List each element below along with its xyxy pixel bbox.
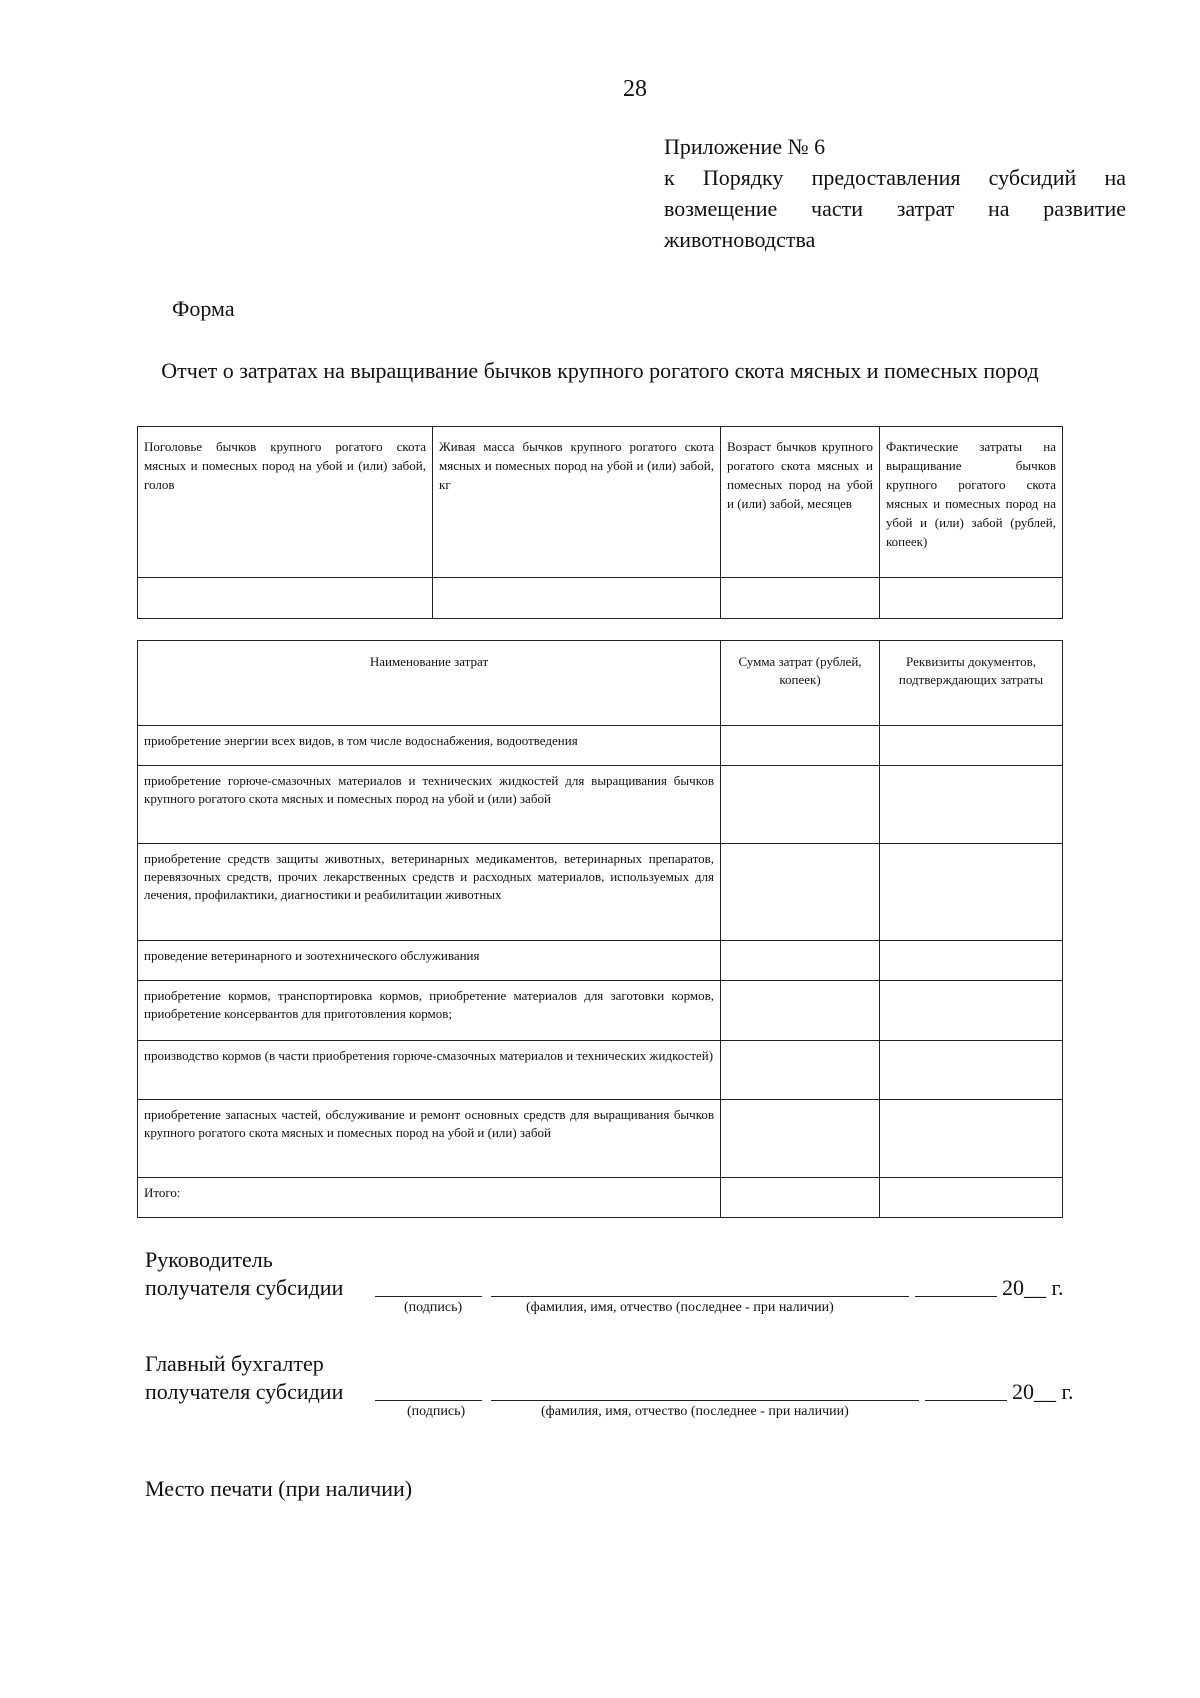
document-cell[interactable] xyxy=(880,726,1063,766)
table-row xyxy=(138,844,1063,941)
input-cell-actual-costs[interactable] xyxy=(880,578,1063,619)
total-document-cell[interactable] xyxy=(880,1178,1063,1218)
table-row xyxy=(138,1041,1063,1100)
report-title: Отчет о затратах на выращивание бычков крупного рогатого скота мясных и помесных пород xyxy=(161,358,1039,383)
stamp-place-label: Место печати (при наличии) xyxy=(145,1476,413,1501)
cost-sum-cell[interactable] xyxy=(721,766,880,844)
total-sum-cell[interactable] xyxy=(721,1178,880,1218)
head-caption-name: (фамилия, имя, отчество (последнее - при наличии) xyxy=(526,1300,834,1315)
cost-name-cell: приобретение запасных частей, обслуживание и ремонт основных средств для выращивания бычков крупного рогатого скота мясных и помесных пород на убой и (или) забой xyxy=(138,1100,721,1178)
header-cell-documents: Реквизиты документов, подтверждающих затраты xyxy=(880,641,1063,726)
header-cell-cost-sum: Сумма затрат (рублей, копеек) xyxy=(721,641,880,726)
document-cell[interactable] xyxy=(880,766,1063,844)
document-cell[interactable] xyxy=(880,844,1063,941)
header-cell-age: Возраст бычков крупного рогатого скота мясных и помесных пород на убой и (или) забой, месяцев xyxy=(721,427,880,578)
table-row xyxy=(138,726,1063,766)
cost-sum-cell[interactable] xyxy=(721,844,880,941)
appendix-header xyxy=(664,131,1126,255)
table-row xyxy=(138,766,1063,844)
form-label: Форма xyxy=(172,296,235,321)
cost-sum-cell[interactable] xyxy=(721,726,880,766)
page-number: 28 xyxy=(623,76,647,102)
cost-name-cell: производство кормов (в части приобретения горюче-смазочных материалов и технических жидкостей) xyxy=(138,1041,721,1100)
appendix-line-3: возмещение части затрат на развитие xyxy=(664,196,1126,221)
header-cell-cost-name: Наименование затрат xyxy=(138,641,721,726)
cost-sum-cell[interactable] xyxy=(721,1041,880,1100)
cost-name-cell: приобретение средств защиты животных, ветеринарных медикаментов, ветеринарных препаратов, перевязочных средств, прочих лекарственных средств и расходных материалов, используемых для лечения, профилактики, диагностики и реабилитации животных xyxy=(138,844,721,941)
appendix-title: Приложение № 6 xyxy=(664,134,826,159)
document-cell[interactable] xyxy=(880,941,1063,981)
accountant-caption-name: (фамилия, имя, отчество (последнее - при наличии) xyxy=(541,1404,849,1419)
cost-name-cell: приобретение кормов, транспортировка кормов, приобретение материалов для заготовки кормов, приобретение консервантов для приготовления кормов; xyxy=(138,981,721,1041)
header-cell-live-weight: Живая масса бычков крупного рогатого скота мясных и помесных пород на убой и (или) забой, кг xyxy=(433,427,721,578)
header-cell-actual-costs: Фактические затраты на выращивание бычков крупного рогатого скота мясных и помесных пород на убой и (или) забой (рублей, копеек) xyxy=(880,427,1063,578)
head-date-line[interactable] xyxy=(915,1296,997,1297)
document-cell[interactable] xyxy=(880,1100,1063,1178)
document-cell[interactable] xyxy=(880,981,1063,1041)
cost-sum-cell[interactable] xyxy=(721,941,880,981)
accountant-title-line1: Главный бухгалтер xyxy=(145,1351,324,1376)
accountant-title-line2: получателя субсидии xyxy=(145,1379,344,1404)
head-title-line2: получателя субсидии xyxy=(145,1275,344,1300)
cost-name-cell: проведение ветеринарного и зоотехнического обслуживания xyxy=(138,941,721,981)
accountant-date-line[interactable] xyxy=(925,1400,1007,1401)
costs-table xyxy=(137,640,1063,1218)
appendix-line-2: к Порядку предоставления субсидий на xyxy=(664,165,1126,190)
table-row-total xyxy=(138,1178,1063,1218)
accountant-signature-block xyxy=(145,1350,343,1406)
appendix-line-4: животноводства xyxy=(664,227,816,252)
cost-name-cell: приобретение горюче-смазочных материалов и технических жидкостей для выращивания бычков крупного рогатого скота мясных и помесных пород на убой и (или) забой xyxy=(138,766,721,844)
header-cell-head-count: Поголовье бычков крупного рогатого скота мясных и помесных пород на убой и (или) забой, голов xyxy=(138,427,433,578)
table-row xyxy=(138,578,1063,619)
head-name-line[interactable] xyxy=(491,1296,909,1297)
head-year: 20__ г. xyxy=(1002,1275,1064,1300)
table-header-row xyxy=(138,641,1063,726)
table-row xyxy=(138,1100,1063,1178)
document-cell[interactable] xyxy=(880,1041,1063,1100)
head-title-line1: Руководитель xyxy=(145,1247,273,1272)
accountant-caption-signature: (подпись) xyxy=(407,1404,466,1419)
input-cell-head-count[interactable] xyxy=(138,578,433,619)
livestock-summary-table xyxy=(137,426,1063,619)
head-caption-signature: (подпись) xyxy=(404,1300,463,1315)
table-row xyxy=(138,981,1063,1041)
table-header-row xyxy=(138,427,1063,578)
input-cell-live-weight[interactable] xyxy=(433,578,721,619)
cost-sum-cell[interactable] xyxy=(721,981,880,1041)
head-signature-line[interactable] xyxy=(375,1296,482,1297)
accountant-name-line[interactable] xyxy=(491,1400,919,1401)
total-label-cell: Итого: xyxy=(138,1178,721,1218)
cost-sum-cell[interactable] xyxy=(721,1100,880,1178)
head-signature-block xyxy=(145,1246,343,1302)
input-cell-age[interactable] xyxy=(721,578,880,619)
cost-name-cell: приобретение энергии всех видов, в том числе водоснабжения, водоотведения xyxy=(138,726,721,766)
accountant-signature-line[interactable] xyxy=(375,1400,482,1401)
accountant-year: 20__ г. xyxy=(1012,1379,1074,1404)
table-row xyxy=(138,941,1063,981)
